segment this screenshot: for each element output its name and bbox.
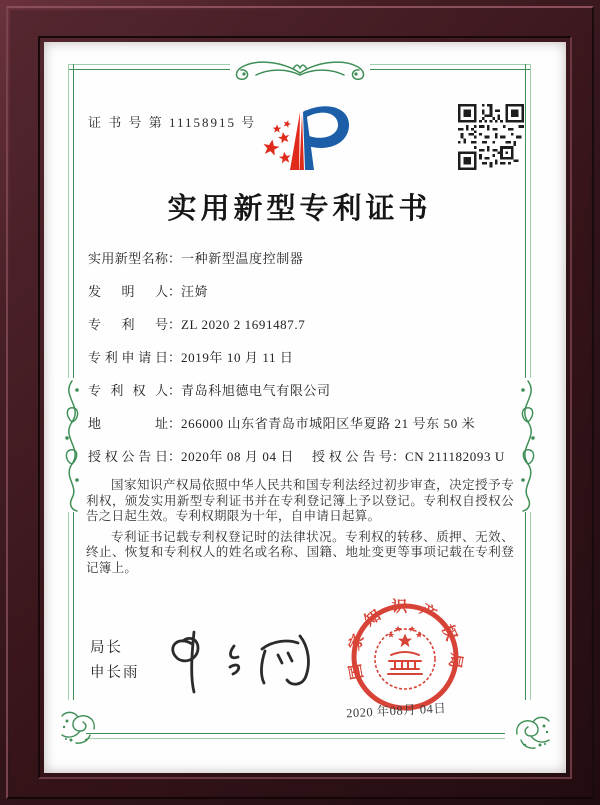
- field-value: 汪婍: [181, 284, 209, 299]
- legal-paragraph-2: 专利证书记载专利权登记时的法律状况。专利权的转移、质押、无效、终止、恢复和专利权人的姓名或名称、国籍、地址变更等事项记载在专利登记簿上。: [86, 529, 514, 575]
- field-row-filing-date: 专利申请日：2019年 10 月 11 日: [88, 350, 294, 365]
- certificate-number: 证 书 号 第 11158915 号: [88, 115, 257, 130]
- field-row-address: 地址：266000 山东省青岛市城阳区华夏路 21 号东 50 米: [88, 416, 476, 431]
- field-label: 发明人: [88, 284, 168, 299]
- field-row-name: 实用新型名称：一种新型温度控制器: [88, 251, 304, 266]
- field-row-patentee: 专利权人：青岛科旭德电气有限公司: [88, 383, 331, 398]
- field-row-inventor: 发明人：汪婍: [88, 284, 209, 299]
- field-label: 专利号: [88, 317, 168, 332]
- legal-text: [86, 478, 514, 581]
- seal-date: 2020 年08月 04日: [345, 701, 447, 721]
- certificate-fields: [88, 250, 518, 481]
- field-label: 专利申请日: [88, 350, 168, 365]
- signer-title: 局长: [90, 640, 123, 656]
- field-label: 地址: [88, 416, 168, 431]
- legal-paragraph-1: 国家知识产权局依照中华人民共和国专利法经过初步审查，决定授予专利权，颁发实用新型专利证书并在专利登记簿上予以登记。专利权自授权公告之日起生效。专利权期限为十年，自申请日起算。: [86, 478, 514, 523]
- cnipa-logo-icon: [252, 96, 356, 182]
- signer-name: 申长雨: [90, 665, 140, 681]
- qr-code: [458, 104, 524, 170]
- signer-block: [90, 636, 140, 686]
- field-label: 专利权人: [88, 383, 168, 398]
- grant-date-pair: 授权公告日：2020年 08 月 04 日: [88, 449, 295, 464]
- handwritten-signature-icon: [150, 622, 320, 700]
- field-row-patent-no: 专利号：ZL 2020 2 1691487.7: [88, 317, 306, 332]
- certificate-title: 实用新型专利证书: [167, 193, 432, 225]
- field-value: ZL 2020 2 1691487.7: [181, 317, 306, 332]
- grant-no-pair: 授权公告号：CN 211182093 U: [312, 449, 505, 464]
- field-value: 2019年 10 月 11 日: [181, 350, 294, 365]
- field-value: 一种新型温度控制器: [181, 251, 304, 266]
- field-value: 青岛科旭德电气有限公司: [181, 383, 331, 398]
- field-value: 266000 山东省青岛市城阳区华夏路 21 号东 50 米: [181, 416, 476, 431]
- field-row-grant: [88, 448, 518, 466]
- seal-ring-text: 国家知识产权局: [345, 598, 465, 681]
- field-label: 实用新型名称: [88, 251, 168, 266]
